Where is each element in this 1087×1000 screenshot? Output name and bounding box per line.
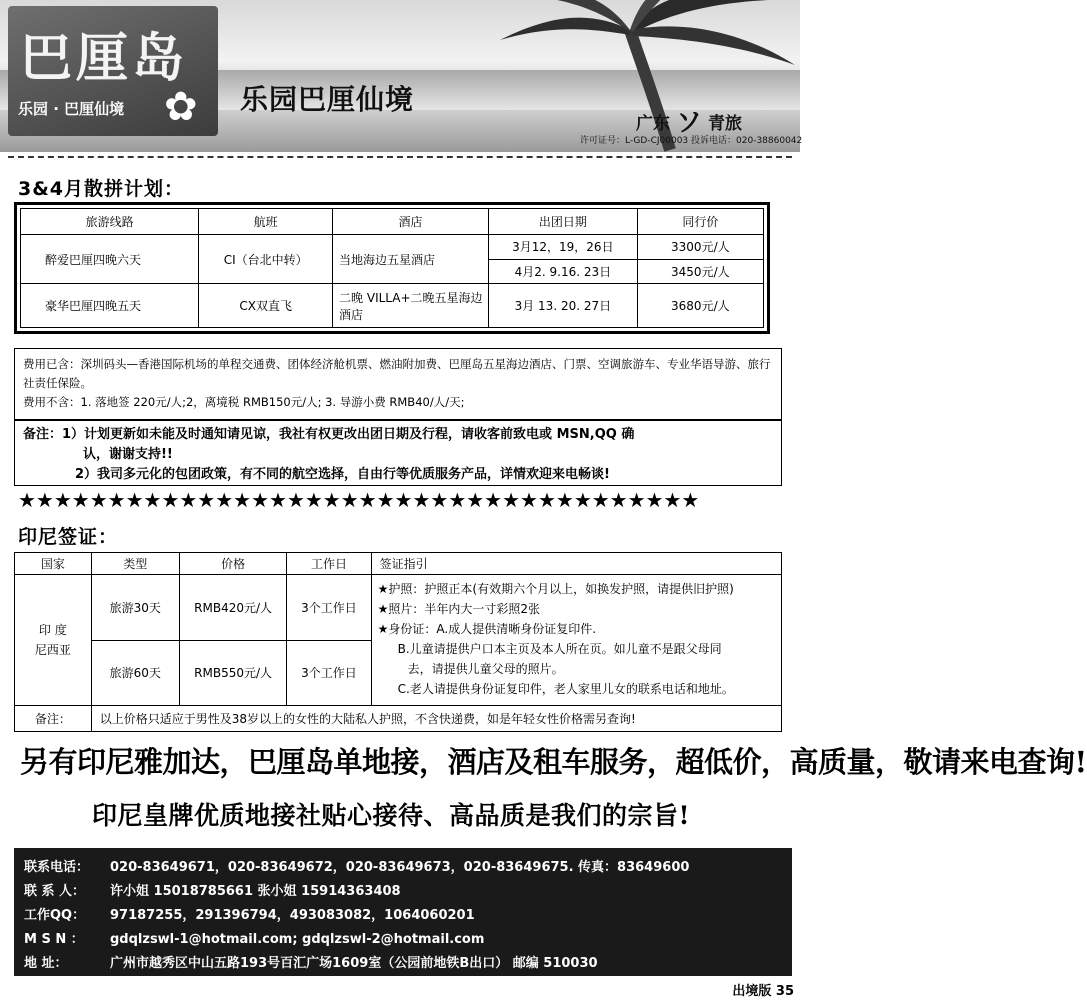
contact-label: 联 系 人： <box>24 884 86 899</box>
star-divider: ★★★★★★★★★★★★★★★★★★★★★★★★★★★★★★★★★★★★★★ <box>18 488 700 512</box>
phone-label: 联系电话： <box>24 860 90 875</box>
guide-line: ★照片：半年内大一寸彩照2张 <box>377 602 541 616</box>
country-cell: 印 度 尼西亚 <box>15 575 92 706</box>
guide-line: B.儿童请提供户口本主页及本人所在页。如儿童不是跟父母同 <box>397 642 722 656</box>
agency-name-right: 青旅 <box>708 114 743 134</box>
guide-line: ★护照：护照正本(有效期六个月以上，如换发护照，请提供旧护照) <box>377 582 734 596</box>
hotel-cell: 二晚 VILLA+二晚五星海边酒店 <box>333 284 489 328</box>
contact-footer <box>14 848 792 976</box>
flower-icon: ✿ <box>164 84 198 130</box>
schedule-section-title: 3&4月散拼计划： <box>18 178 185 200</box>
visa-days-cell: 3个工作日 <box>287 640 371 706</box>
page-number: 出境版 35 <box>732 984 794 999</box>
promo-line: 另有印尼雅加达，巴厘岛单地接，酒店及租车服务，超低价，高质量，敬请来电查询! <box>20 745 1087 779</box>
table-header: 同行价 <box>637 209 763 235</box>
address-value: 广州市越秀区中山五路193号百汇广场1609室（公园前地铁B出口） 邮编 510030 <box>110 956 598 971</box>
table-header: 航班 <box>199 209 333 235</box>
visa-type-cell: 旅游30天 <box>91 575 179 641</box>
visa-type-cell: 旅游60天 <box>91 640 179 706</box>
hotel-cell: 当地海边五星酒店 <box>333 235 489 284</box>
visa-days-cell: 3个工作日 <box>287 575 371 641</box>
contact-value: 许小姐 15018785661 张小姐 15914363408 <box>110 884 401 899</box>
phone-value: 020-83649671，020-83649672，020-83649673，020-83649675. 传真：83649600 <box>110 860 690 875</box>
visa-section-title: 印尼签证： <box>18 526 119 548</box>
route-cell: 醉爱巴厘四晚六天 <box>21 235 199 284</box>
address-label: 地 址： <box>24 956 68 971</box>
table-header: 酒店 <box>333 209 489 235</box>
price-cell: 3450元/人 <box>637 259 763 284</box>
table-header: 旅游线路 <box>21 209 199 235</box>
fees-included: 费用已含：深圳码头—香港国际机场的单程交通费、团体经济舱机票、燃油附加费、巴厘岛五星海边酒店、门票、空调旅游车、专业华语导游、旅行社责任保险。 <box>23 357 771 390</box>
price-cell: 3680元/人 <box>637 284 763 328</box>
date-cell: 3月12，19，26日 <box>489 235 638 260</box>
fees-box <box>14 348 782 420</box>
table-header: 签证指引 <box>371 553 781 575</box>
remarks-cell: 以上价格只适应于男性及38岁以上的女性的大陆私人护照，不含快递费，如是年轻女性价格需另查询! <box>91 706 781 732</box>
note-line: 备注：1）计划更新如未能及时通知请见谅，我社有权更改出团日期及行程，请收客前致电或 MSN,QQ 确 <box>23 427 635 442</box>
notes-box <box>14 420 782 486</box>
date-cell: 3月 13. 20. 27日 <box>489 284 638 328</box>
flight-cell: CX双直飞 <box>199 284 333 328</box>
visa-table <box>14 552 782 732</box>
header-banner <box>0 0 803 152</box>
address-row <box>24 952 782 976</box>
guide-line: 去，请提供儿童父母的照片。 <box>407 662 564 676</box>
fees-excluded: 费用不含：1. 落地签 220元/人;2，离境税 RMB150元/人; 3. 导游小费 RMB40/人/天; <box>23 395 465 409</box>
visa-guide-cell <box>371 575 781 706</box>
logo <box>8 6 218 136</box>
page-title: 乐园巴厘仙境 <box>240 83 415 116</box>
msn-value: gdqlzswl-1@hotmail.com; gdqlzswl-2@hotmail.com <box>110 932 485 947</box>
table-header: 出团日期 <box>489 209 638 235</box>
visa-price-cell: RMB420元/人 <box>179 575 286 641</box>
agency-name <box>636 100 742 137</box>
logo-subtitle: 乐园 · 巴厘仙境 <box>18 100 125 118</box>
guide-line: ★身份证：A.成人提供清晰身份证复印件. <box>377 622 597 636</box>
date-cell: 4月2. 9.16. 23日 <box>489 259 638 284</box>
msn-label: M S N ： <box>24 932 84 947</box>
guide-line: C.老人请提供身份证复印件，老人家里儿女的联系电话和地址。 <box>397 682 734 696</box>
promo-slogan: 印尼皇牌优质地接社贴心接待、高品质是我们的宗旨! <box>92 801 690 830</box>
divider <box>8 156 792 158</box>
qq-value: 97187255，291396794，493083082，1064060201 <box>110 908 475 923</box>
palm-tree-icon <box>440 0 803 150</box>
table-header: 类型 <box>91 553 179 575</box>
visa-price-cell: RMB550元/人 <box>179 640 286 706</box>
note-line: 2）我司多元化的包团政策，有不同的航空选择，自由行等优质服务产品，详情欢迎来电畅谈! <box>75 467 610 482</box>
msn-row <box>24 928 782 952</box>
table-header: 国家 <box>15 553 92 575</box>
phone-row <box>24 856 782 880</box>
contact-row <box>24 880 782 904</box>
schedule-table <box>14 202 770 334</box>
note-line: 认，谢谢支持!! <box>83 447 173 462</box>
flight-cell: CI（台北中转） <box>199 235 333 284</box>
license-text: 许可证号：L-GD-CJ00003 投诉电话：020-38860042 <box>580 136 803 146</box>
remarks-label: 备注： <box>15 706 92 732</box>
table-header: 价格 <box>179 553 286 575</box>
route-cell: 豪华巴厘四晚五天 <box>21 284 199 328</box>
price-cell: 3300元/人 <box>637 235 763 260</box>
agency-logo-icon: ソ <box>676 108 703 138</box>
qq-row <box>24 904 782 928</box>
qq-label: 工作QQ： <box>24 908 86 923</box>
table-header: 工作日 <box>287 553 371 575</box>
logo-text: 巴厘岛 <box>20 28 189 89</box>
agency-name-left: 广东 <box>636 114 670 134</box>
